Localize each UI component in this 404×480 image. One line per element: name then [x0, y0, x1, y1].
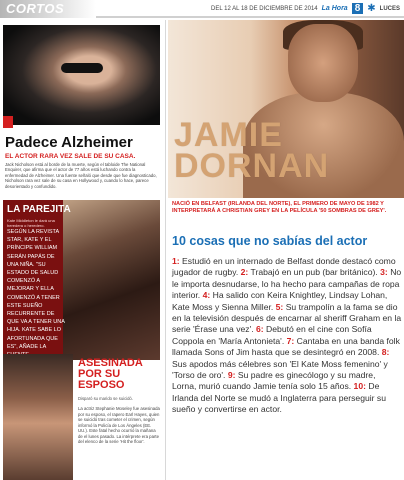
fact-number: 1: [172, 256, 180, 266]
nicholson-photo [3, 25, 160, 125]
accent-block [3, 116, 13, 128]
section-tag [0, 0, 96, 18]
brand-logo: La Hora [321, 5, 348, 12]
fact-number: 2: [240, 267, 249, 278]
fact-text: Debutó en el cine con Sofía Coppola en 'María Antonieta'. [172, 324, 372, 346]
fact-text: De Irlanda del Norte se mudó a Inglaterra para perseguir su sueño y convertirse en actor. [172, 381, 387, 415]
fact-number: 10: [353, 381, 366, 392]
fact-text: Trabajó en un pub (bar británico). [248, 267, 381, 278]
fact-number: 3: [380, 267, 388, 278]
hero-name-line1: JAMIE [174, 116, 283, 154]
page-header [0, 0, 404, 18]
section-day: LUCES [379, 5, 400, 12]
feature-intro: NACIÓ EN BELFAST (IRLANDA DEL NORTE), EL PRIMERO DE MAYO DE 1982 Y INTERPRETARÁ A CHRISTIAN GREY EN LA PELÍCULA '50 SOMBRAS DE GREY'. [172, 201, 387, 214]
fact-number: 4: [202, 290, 211, 301]
esposo-caption: Disparó su marido se suicidó. [78, 396, 133, 401]
fact-number: 7: [286, 335, 295, 346]
column-divider [165, 20, 166, 480]
dornan-photo [168, 20, 404, 198]
couple-photo [63, 200, 160, 360]
fact-number: 9: [227, 370, 236, 381]
fact-text: Su trampolín a la fama se dio en la televisión después de encarnar al sheriff Graham en la serie 'Érase una vez'. [172, 301, 402, 335]
alzheimer-subtitle: EL ACTOR RARA VEZ SALE DE SU CASA. [5, 153, 136, 160]
head-shape [288, 24, 358, 102]
fact-text: Ha salido con Keira Knightley, Lindsay Lohan, Kate Moss y Sienna Miller. [172, 290, 388, 312]
fact-text: Cantaba en una banda folk llamada Sons of Jim hasta que se desintegró en 2008. [172, 335, 400, 358]
esposo-body: La actriz Stephanie Moseley fue asesinada por su esposo, el rapero Earl Hayes, quien se suicidó tras cometer el crimen, según informó la Policía de Los Ángeles (EE. UU.). Este fatal hecho ocurrió la mañana de el lunes pasado. La intérprete era parte del elenco de la serie 'Hit the floor'. [78, 406, 160, 444]
fact-text: Estudió en un internado de Belfast donde destacó como jugador de rugby. [172, 256, 396, 278]
star-icon: ✱ [367, 3, 376, 14]
sunglasses-shape [61, 63, 103, 73]
page-number: 8 [352, 3, 364, 14]
facts-list [172, 256, 402, 416]
left-column [0, 20, 163, 480]
parejita-box [3, 200, 160, 360]
fact-text: No le importa desnudarse, lo ha hecho para campañas de ropa interior. [172, 267, 402, 301]
issue-date: DEL 12 AL 18 DE DICIEMBRE DE 2014 [211, 5, 318, 12]
section-title: CORTOS [6, 1, 65, 16]
fact-text: Su padre es ginecólogo y su madre, Lorna, murió cuando Jamie tenía solo 15 años. [172, 370, 376, 392]
fact-number: 6: [256, 324, 264, 335]
fact-number: 8: [381, 347, 390, 358]
parejita-headline: LA PAREJITA [7, 204, 71, 215]
alzheimer-headline: Padece Alzheimer [5, 134, 133, 151]
fact-number: 5: [275, 301, 284, 312]
hero-name [174, 116, 330, 185]
alzheimer-body: Jack Nicholson está al borde de la muerte, según el tabloide The National Enquirer, que afirma que el actor de 77 años está luchando contra la enfermedad de Alzheimer. Una fuente señaló que desde que fue diagnosticado, Nicholson rara vez sale de su casa en Hollywood y, cuando lo hace, parece desorientado y confundido. [5, 162, 157, 189]
header-info [211, 3, 400, 14]
feature-title: 10 cosas que no sabías del actor [172, 234, 368, 248]
hero-name-line2: DORNAN [174, 147, 330, 185]
parejita-caption: Kate Middleton le dará una heredera o heredero. [7, 218, 55, 228]
fact-text: Sus apodos más célebres son 'El Kate Moss femenino' y 'Torso de oro'. [172, 358, 388, 381]
right-column [168, 20, 404, 480]
esposo-headline: ASESINADA POR SU ESPOSO [78, 357, 143, 391]
parejita-body: SEGÚN LA REVISTA STAR, KATE Y EL PRÍNCIPE WILLIAM SERÁN PAPÁS DE UNA NIÑA. "SU ESTADO DE SALUD COMENZÓ A MEJORAR Y ELLA COMENZÓ A TENER ESTE SUEÑO RECURRENTE DE QUE VA A TENER UNA HIJA. KATE SABE LO AFORTUNADA QUE ES", AÑADE LA [7, 229, 65, 350]
moseley-photo [3, 354, 73, 480]
